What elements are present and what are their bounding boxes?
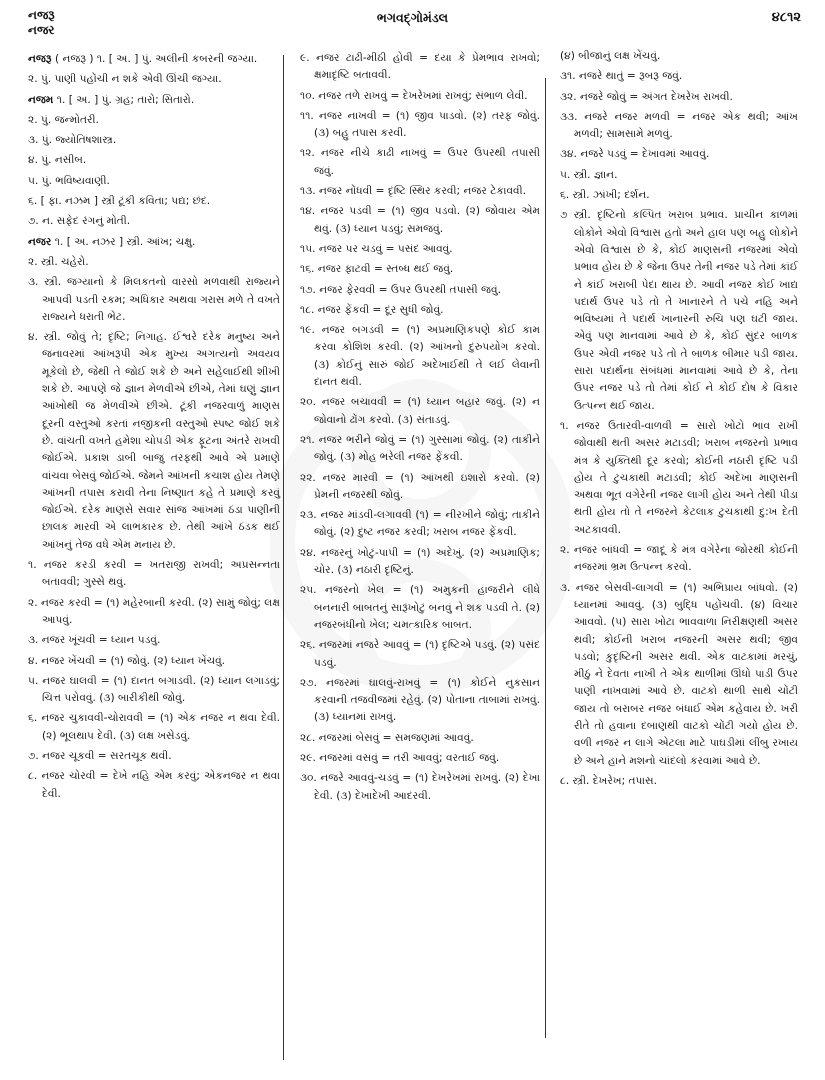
sense-entry bbox=[28, 152, 280, 169]
entry-text: ૧૬. નજર ફાટવી = સ્તબ્ધ થઈ જવું. bbox=[300, 263, 454, 276]
page-number: ૪૮૧૨ bbox=[771, 10, 801, 25]
entry-text: ૧. [ અ. ] પું. ગ્રહ; તારો; સિતારો. bbox=[56, 93, 195, 106]
entry-text: ૧૩. નજર નોંધવી = દૃષ્ટિ સ્થિર કરવી; નજર ટેકાવવી. bbox=[300, 185, 527, 198]
entry-text: ૪. સ્ત્રી. જોવું તે; દૃષ્ટિ; નિગાહ. ઈશ્વરે દરેક મનુષ્ય અને જનાવરમાં આંખરૂપી એક મુખ્ય અગત્યનો અવયવ મૂકેલો છે, જેથી તે જોઈ શકે છે અને સહેલાઈથી શીખી શકે છે. આપણે જે જ્ઞાન મેળવીએ છીએ, તેમાં ઘણું જ્ઞાન આંખોથી જ મેળવીએ છીએ. ટૂંકી નજરવાળું માણસ દૂરની વસ્તુઓ કરતાં નજીકની વસ્તુઓ સ્પષ્ટ જોઈ શકે છે. વાંચતી વખતે હમેશા ચોપડી એક ફૂટના અંતરે રાખવી જોઈએ. પ્રકાશ ડાબી બાજુ તરફથી આવે એ પ્રમાણે વાંચવા બેસવું જોઈએ. જેમને આંખની કચાશ હોય તેમણે આંખની તપાસ કરાવી તેના નિષ્ણાત કહે તે પ્રમાણે કરવું જોઈએ. દરેક માણસે સવાર સાંજ આંખમાં ઠંડા પાણીની છાલક મારવી એ લાભકારક છે. તેથી આંખે ઠંડક થઈ આંખનું તેજ વધે એમ મનાય છે. bbox=[28, 331, 280, 551]
idiom-entry bbox=[300, 637, 540, 672]
entry-text: ૮. સ્ત્રી. દેખરેખ; તપાસ. bbox=[560, 774, 657, 787]
entry-text: ૩. નજર ખૂંચવી = ધ્યાન પડવું. bbox=[28, 634, 161, 647]
idiom-entry bbox=[300, 88, 540, 105]
entry-text: ૨૫. નજરનો ખેલ = (૧) અમુકની હાજરીને લીધે બનનારી બાબતનું સારૂંખોટું બનવું ને શક પડવી તે. (૨) નજરબંધીનો ખેલ; ચમત્કારિક બાબત. bbox=[300, 584, 540, 631]
entry-text: ૧૨. નજર નીચે કાઢી નાખવું = ઉપર ઉપરથી તપાસી જવું. bbox=[300, 147, 540, 177]
sense-entry bbox=[560, 773, 798, 790]
idiom-entry bbox=[300, 261, 540, 278]
entry-text: ૨૧. નજર ભરીને જોવું = (૧) ગુસ્સામાં જોવું. (૨) તાકીને જોવું. (૩) મોહ ભરેલી નજર ફેંકવી. bbox=[300, 433, 540, 464]
idiom-entry bbox=[28, 632, 280, 649]
dictionary-entry bbox=[28, 92, 280, 109]
idiom-entry bbox=[28, 748, 280, 765]
entry-text: ૨. પું. પાણી પહોંચી ન શકે એવી ઊંચી જગ્યા. bbox=[28, 73, 222, 86]
idiom-entry bbox=[300, 50, 540, 85]
sense-entry bbox=[560, 207, 798, 415]
idiom-entry bbox=[28, 653, 280, 670]
idiom-entry bbox=[300, 770, 540, 805]
entry-text: ૪. પું. નસીબ. bbox=[28, 154, 87, 167]
entry-text: ૬. સ્ત્રી. ઝાંખી; દર્શન. bbox=[560, 189, 650, 202]
sense-entry bbox=[28, 173, 280, 190]
entry-text: ૧૫. નજર પર ચડવું = પસંદ આવવું. bbox=[300, 242, 453, 255]
idiom-entry bbox=[560, 109, 798, 144]
entry-text: ૫. સ્ત્રી. જ્ઞાન. bbox=[560, 168, 618, 181]
idiom-entry bbox=[300, 394, 540, 429]
entry-text: ૩. પું. જ્યોતિષશાસ્ત્ર. bbox=[28, 134, 117, 147]
idiom-entry bbox=[28, 595, 280, 630]
sense-entry bbox=[28, 329, 280, 554]
entry-text: ૬. નજર ચુકાવવી-ચોરાવવી = (૧) એક નજર ન થવા દેવી. (૨) ભૂલથાપ દેવી. (૩) લક્ષ ખસેડવું. bbox=[28, 712, 280, 742]
idiom-entry bbox=[560, 89, 798, 106]
idiom-entry bbox=[300, 432, 540, 467]
entry-text: ૨. સ્ત્રી. ચહેરો. bbox=[28, 255, 89, 268]
sense-entry bbox=[28, 213, 280, 230]
entry-text: ૬. [ ફા. નઝમ ] સ્ત્રી ટૂંકી કવિતા; પદ્ય; છંદ. bbox=[28, 195, 211, 208]
guide-word-last: નજર bbox=[28, 23, 55, 37]
idiom-entry bbox=[560, 542, 798, 577]
entry-text: ૧૦. નજર તળે રાખવું = દેખરેખમાં રાખવું; સંભાળ લેવી. bbox=[300, 89, 528, 102]
column-2 bbox=[300, 50, 540, 808]
entry-text: ૭. નજર ચૂકવી = સરતચૂક થવી. bbox=[28, 749, 172, 762]
entry-text: ૨૬. નજરમાં નજરે આવવું = (૧) દૃષ્ટિએ પડવું. (૨) પસંદ પડવું. bbox=[300, 639, 540, 669]
idiom-entry bbox=[28, 557, 280, 592]
entry-text: ૩૩. નજરે નજર મળવી = નજર એક થવી; આંખ મળવી; સામસામે મળવું. bbox=[560, 110, 798, 141]
headword: નજમ bbox=[28, 93, 54, 106]
entry-text: ૨૨. નજર મારવી = (૧) આંખથી ઇશારો કરવો. (૨) પ્રેમની નજરથી જોવું. bbox=[300, 471, 540, 501]
entry-text: ૫. નજર ઘાલવી = (૧) દાનત બગાડવી. (૨) ધ્યાન લગાડવું; ચિત્ત પરોવવું. (૩) બારીકીથી જોવું. bbox=[28, 674, 280, 705]
sense-entry bbox=[28, 132, 280, 149]
idiom-entry bbox=[300, 322, 540, 391]
idiom-entry bbox=[300, 507, 540, 542]
idiom-entry bbox=[300, 241, 540, 258]
entry-text: ૧. નજર ઉતારવી-વાળવી = સારો ખોટો ભાવ રાખી જોવાથી થતી અસર મટાડવી; ખરાબ નજરનો પ્રભાવ મંત્ર કે યુક્તિથી દૂર કરવો; કોઈની નઠારી દૃષ્ટિ પડી હોય તે ટુચકાથી મટાડવી; કોઈ અદેખા માણસની અથવા ભૂત વગેરેની નજર લાગી હોય અને તેથી પીડા થતી હોય તો તે નજરને કેટલાક ટુચકાથી દુ:ખ દેતી અટકાવવી. bbox=[560, 419, 798, 536]
running-title: ભગવદ્ગોમંડલ bbox=[376, 10, 449, 25]
entry-text: ૨૦. નજર બચાવવી = (૧) ધ્યાન બહાર જવું. (૨) ન જોવાનો ઢોંગ કરવો. (૩) સંતાડવું. bbox=[300, 396, 540, 426]
entry-text: (૪) બીજાનું લક્ષ ખેંચવું. bbox=[560, 50, 661, 62]
idiom-entry bbox=[300, 282, 540, 299]
entry-text: ૨૭. નજરમાં ઘાલવું-રાખવું = (૧) કોઈને નુકસાન કરવાની તજવીજમાં રહેવું. (૨) પોતાના તાબામાં રાખવું. (૩) ધ્યાનમાં રાખવું. bbox=[300, 676, 540, 724]
entry-text: ૧. નજર કરડી કરવી = ખતરાજી રાખવી; અપ્રસન્નતા બતાવવી; ગુસ્સે થવું. bbox=[28, 559, 280, 589]
idiom-entry bbox=[560, 418, 798, 539]
headword: નજર bbox=[28, 235, 52, 248]
sense-entry bbox=[28, 71, 280, 88]
entry-text: ૨૩. નજર માંડવી-લગાવવી (૧) = નીરખીને જોવું; તાકીને જોવું. (૨) દુષ્ટ નજર કરવી; ખરાબ નજર ફેંકવી. bbox=[300, 509, 540, 539]
idiom-entry bbox=[28, 768, 280, 803]
idiom-entry bbox=[560, 48, 798, 65]
headword: નજરૂ bbox=[28, 53, 52, 65]
entry-text: ૭ સ્ત્રી. દૃષ્ટિનો કલ્પિત ખરાબ પ્રભાવ. પ્રાચીન કાળમાં લોકોને એવો વિશ્વાસ હતો અને હાલ પણ બહુ લોકોને એવો વિશ્વાસ છે કે, કોઈ માણસની નજરમાં એવો પ્રભાવ હોય છે કે જેના ઉપર તેની નજર પડે તેમાં કાંઈ ને કાંઈ ખરાબી પેદા થાય છે. આવી નજર કોઈ ખાદ્ય પદાર્થ ઉપર પડે તો તે ખાનારને તે પચે નહિ અને ભવિષ્યમાં તે પદાર્થ ખાનારની રુચિ પણ ઘટી જાય. એવું પણ માનવામાં આવે છે કે, કોઈ સુંદર બાળક ઉપર એવી નજર પડે તો તે બાળક બીમાર પડી જાય. સારા પદાર્થના સંબંધમાં માનવામાં આવે છે કે, તેના ઉપર નજર પડે તો તેમાં કોઈ ને કોઈ દોષ કે વિકાર ઉત્પન્ન થઈ જાય. bbox=[560, 209, 798, 412]
sense-entry bbox=[28, 193, 280, 210]
entry-text: ૪. નજર ખેંચવી = (૧) જોવું. (૨) ધ્યાન ખેંચવું. bbox=[28, 654, 226, 667]
idiom-entry bbox=[300, 108, 540, 143]
entry-text: ૮. નજર ચોરવી = દેખે નહિ એમ કરવું; એકનજર ન થવા દેવી. bbox=[28, 770, 280, 800]
sense-entry bbox=[28, 112, 280, 129]
sense-entry bbox=[28, 254, 280, 271]
entry-text: ૨. પું. જન્મોતરી. bbox=[28, 113, 99, 126]
entry-text: ૨. નજર બાંધવી = જાદૂ કે મંત્ર વગેરેના જોરથી કોઈની નજરમાં ભ્રમ ઉત્પન્ન કરવો. bbox=[560, 544, 798, 574]
entry-text: ૩. સ્ત્રી. જગ્યાનો કે મિલકતનો વારસો મળવાથી રાજ્યને આપવી પડતી રકમ; અધિકાર અથવા ગરાસ મળે તે વખતે રાજ્યને ધરાતી ભેટ. bbox=[28, 276, 280, 323]
entry-text: ૭. ન. સફેદ રંગનું મોતી. bbox=[28, 215, 131, 228]
idiom-entry bbox=[300, 675, 540, 727]
entry-text: ૨૯. નજરમાં વસવું = તરી આવવું; વરતાઈ જવું. bbox=[300, 751, 500, 764]
column-1 bbox=[28, 48, 280, 806]
sense-entry bbox=[28, 274, 280, 326]
idiom-entry bbox=[560, 580, 798, 770]
entry-text: ૧. [ અ. નઝર ] સ્ત્રી. આંખ; ચક્ષુ. bbox=[54, 235, 196, 248]
idiom-entry bbox=[300, 183, 540, 200]
entry-text: ૧૮. નજર ફેંકવી = દૂર સુધી જોવું. bbox=[300, 303, 444, 316]
entry-text: ( નજરૂ ) ૧. [ અ. ] પું. અલીની કબરની જગ્યા. bbox=[54, 53, 258, 65]
entry-text: ૩૪. નજરે પડવું = દેખાવમાં આવવું. bbox=[560, 148, 710, 161]
entry-text: ૨. નજર કરવી = (૧) મહેરબાની કરવી. (૨) સામું જોવું; લક્ષ આપવું. bbox=[28, 596, 280, 626]
entry-text: ૩૧. નજરે થાતું = રૂબરૂ જવું. bbox=[560, 70, 683, 83]
idiom-entry bbox=[300, 470, 540, 505]
column-divider bbox=[283, 55, 284, 1060]
idiom-entry bbox=[28, 710, 280, 745]
entry-text: ૫. પું. ભવિષ્યવાણી. bbox=[28, 174, 110, 187]
entry-text: ૧૧. નજર નાખવી = (૧) જીવ પાડવો. (૨) તરફ જોવું. (૩) બહુ તપાસ કરવી. bbox=[300, 109, 540, 140]
entry-text: ૧૯. નજર બગડવી = (૧) અપ્રમાણિકપણે કોઈ કામ કરવા કોશિશ કરવી. (૨) આંખનો દુરુપયોગ કરવો. (૩) કોઈનું સારું જોઈ અદેખાઈથી તે લઈ લેવાની દાનત થવી. bbox=[300, 324, 540, 389]
entry-text: ૨૮. નજરમાં બેસવું = સમજણમાં આવવું. bbox=[300, 731, 474, 744]
column-3 bbox=[560, 48, 798, 793]
idiom-entry bbox=[300, 203, 540, 238]
dictionary-entry bbox=[28, 51, 280, 68]
entry-text: ૩૨. નજરે જોવું = અંગત દેખરેખ રાખવી. bbox=[560, 90, 733, 103]
page-header bbox=[0, 0, 825, 40]
idiom-entry bbox=[28, 673, 280, 708]
entry-text: ૯. નજર ટાઢી-મીઠી હોવી = દયા કે પ્રેમભાવ રાખવો; ક્ષમાદૃષ્ટિ બતાવવી. bbox=[300, 52, 540, 82]
entry-text: ૧૪. નજર પડવી = (૧) જીવ પડવો. (૨) જોવાય એમ થવું. (૩) ધ્યાન પડવું; સમજવું. bbox=[300, 205, 540, 235]
entry-text: ૩૦. નજરે આવવું-ચડવું = (૧) દેખરેખમાં રાખવું. (૨) દેખા દેવી. (૩) દેખાદેખી આદરવી. bbox=[300, 772, 540, 802]
idiom-entry bbox=[300, 545, 540, 580]
column-divider bbox=[545, 78, 546, 1038]
entry-text: ૩. નજર બેસવી-લાગવી = (૧) અભિપ્રાય બાંધવો. (૨) ધ્યાનમાં આવવું. (૩) બુદ્ધિ પહોંચવી. (૪) વિચાર આવવો. (૫) સારા ખોટા ભાવવાળા નિરીક્ષણથી અસર થવી; કોઈની ખરાબ નજરની અસર થવી; જીવ પડવો; કુદૃષ્ટિની અસર થવી. એક વાટકામાં મરચું, મીઠું ને દેવતા નાખી તે એક થાળીમાં ઊંધો પાડી ઉપર પાણી નાખવામાં આવે છે. વાટકો થાળી સાથે ચોંટી જાય તો બરાબર નજર બંધાઈ એમ કહેવાય છે. ખરી રીતે તો હવાના દબાણથી વાટકો ચોંટી ગયો હોય છે. વળી નજર ન લાગે એટલા માટે પાઘડીમાં લીંબુ રખાય છે અને હાને મશનો ચાંદલો કરવામાં આવે છે. bbox=[560, 581, 798, 767]
sense-entry bbox=[560, 187, 798, 204]
idiom-entry bbox=[300, 145, 540, 180]
entry-text: ૨૪. નજરનું ખોટું-પાપી = (૧) અદેખું. (૨) અપ્રમાણિક; ચોર. (૩) નઠારી દૃષ્ટિનું. bbox=[300, 546, 540, 577]
idiom-entry bbox=[300, 582, 540, 634]
idiom-entry bbox=[560, 146, 798, 163]
idiom-entry bbox=[300, 750, 540, 767]
entry-text: ૧૭. નજર ફેરવવી = ઉપર ઉપરથી તપાસી જવું. bbox=[300, 283, 502, 296]
idiom-entry bbox=[300, 730, 540, 747]
sense-entry bbox=[560, 167, 798, 184]
idiom-entry bbox=[560, 68, 798, 85]
guide-word-first: નજરૂ bbox=[28, 8, 55, 22]
idiom-entry bbox=[300, 302, 540, 319]
dictionary-entry bbox=[28, 234, 280, 251]
